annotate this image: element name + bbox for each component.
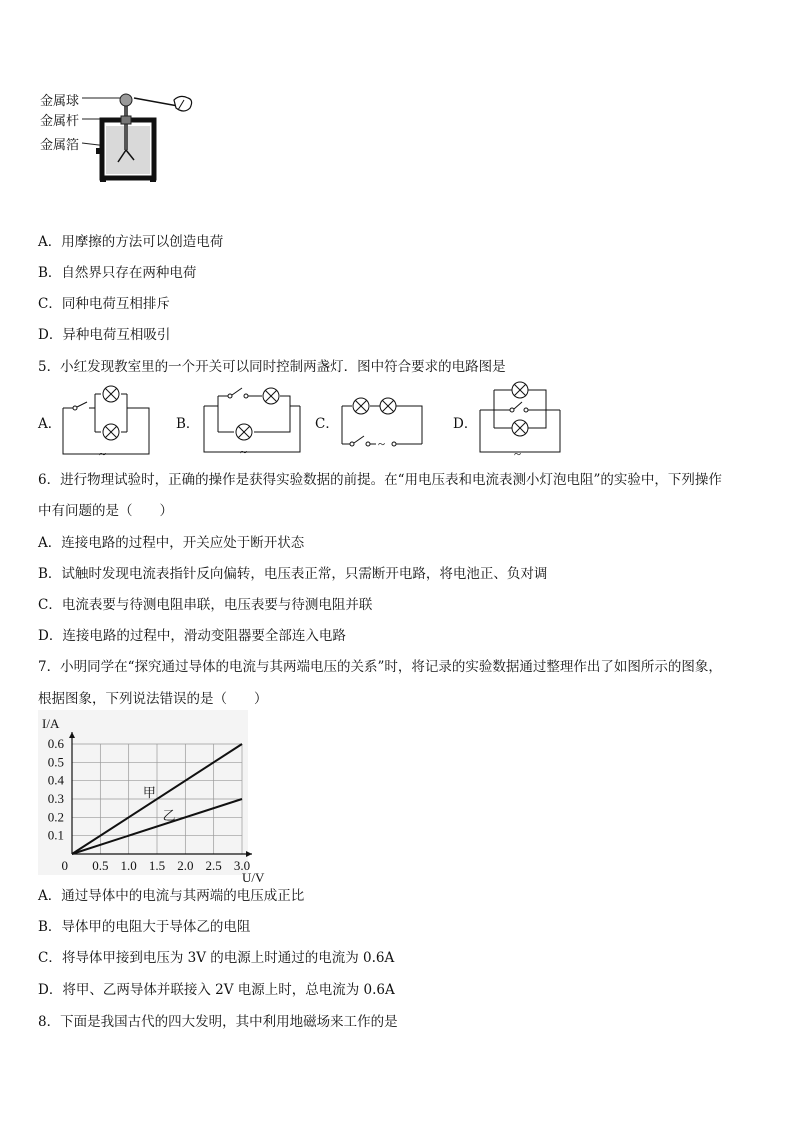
q8-stem: 8．下面是我国古代的四大发明，其中利用地磁场来工作的是: [38, 1014, 398, 1030]
y-tick-label: 0.3: [47, 791, 64, 806]
circuit-b: [200, 386, 300, 459]
x-axis-arrow: [246, 851, 252, 857]
lamp-icon: [353, 398, 369, 414]
lamp-icon: [103, 386, 119, 402]
origin-label: 0: [61, 858, 68, 873]
q6-stem-line2: 中有问题的是（ ）: [38, 503, 173, 519]
q5-option-c-label: C．: [315, 416, 339, 432]
svg-text:~: ~: [99, 446, 107, 461]
lamp-icon: [103, 424, 119, 440]
x-tick-label: 2.0: [177, 858, 194, 873]
q5-option-a-label: A．: [38, 416, 62, 432]
label-metal-rod: 金属杆: [40, 114, 80, 129]
q7-option-c: C．将导体甲接到电压为 3V 的电源上时通过的电流为 0.6A: [38, 950, 395, 966]
q6-option-a: A．连接电路的过程中，开关应处于断开状态: [38, 535, 305, 551]
label-metal-foil: 金属箔: [40, 138, 80, 153]
x-tick-label: 0.5: [92, 858, 109, 873]
q4-option-c: C．同种电荷互相排斥: [38, 296, 170, 312]
svg-text:~: ~: [378, 436, 386, 451]
electroscope-figure: [38, 86, 198, 186]
q5-option-d-label: D．: [453, 416, 478, 432]
circuit-a: [63, 388, 153, 461]
q7-stem-line1: 7．小明同学在“探究通过导体的电流与其两端电压的关系”时，将记录的实验数据通过整理作出了如图所示的图象，: [38, 659, 722, 675]
y-tick-label: 0.2: [47, 809, 64, 825]
q6-option-d: D．连接电路的过程中，滑动变阻器要全部连入电路: [38, 628, 346, 644]
q5-circuits: [0, 380, 794, 460]
lamp-icon: [512, 420, 528, 436]
q5-stem: 5．小红发现教室里的一个开关可以同时控制两盏灯．图中符合要求的电路图是: [38, 359, 506, 375]
q5-option-b-label: B．: [176, 416, 200, 432]
x-tick-label: 2.5: [205, 858, 222, 873]
svg-text:~: ~: [514, 446, 522, 461]
circuit-c: [340, 388, 430, 458]
x-axis-label: U/V: [242, 870, 265, 885]
q4-option-b: B．自然界只存在两种电荷: [38, 265, 197, 281]
lamp-icon: [236, 424, 252, 440]
q4-option-d: D．异种电荷互相吸引: [38, 327, 171, 343]
x-tick-label: 1.0: [120, 858, 137, 873]
y-tick-label: 0.6: [47, 736, 64, 751]
q6-option-b: B．试触时发现电流表指针反向偏转，电压表正常，只需断开电路，将电池正、负对调: [38, 566, 548, 582]
q6-option-c: C．电流表要与待测电阻串联，电压表要与待测电阻并联: [38, 597, 373, 613]
label-metal-ball: 金属球: [40, 94, 80, 109]
y-tick-label: 0.5: [47, 754, 64, 770]
series-label-0: 甲: [142, 785, 156, 801]
y-axis-label: I/A: [42, 716, 60, 731]
series-label-1: 乙: [162, 808, 176, 824]
lamp-icon: [263, 388, 279, 404]
y-tick-label: 0.4: [47, 772, 64, 788]
q6-stem-line1: 6．进行物理试验时，正确的操作是获得实验数据的前提。在“用电压表和电流表测小灯泡电阻”的实验中，下列操作: [38, 472, 722, 488]
lamp-icon: [512, 382, 528, 398]
q7-option-b: B．导体甲的电阻大于导体乙的电阻: [38, 919, 251, 935]
q7-option-a: A．通过导体中的电流与其两端的电压成正比: [38, 888, 305, 904]
iv-chart: [38, 710, 265, 885]
electroscope-drawing: [38, 86, 198, 186]
x-tick-label: 1.5: [148, 858, 166, 873]
svg-text:~: ~: [240, 444, 248, 459]
lamp-icon: [380, 398, 396, 414]
circuit-d: [480, 380, 570, 460]
y-tick-label: 0.1: [47, 827, 64, 843]
x-tick-label: 3.0: [233, 858, 251, 873]
q7-option-d: D．将甲、乙两导体并联接入 2V 电源上时，总电流为 0.6A: [38, 982, 395, 998]
q4-option-a: A．用摩擦的方法可以创造电荷: [38, 234, 224, 250]
q7-stem-line2: 根据图象，下列说法错误的是（ ）: [38, 691, 268, 707]
